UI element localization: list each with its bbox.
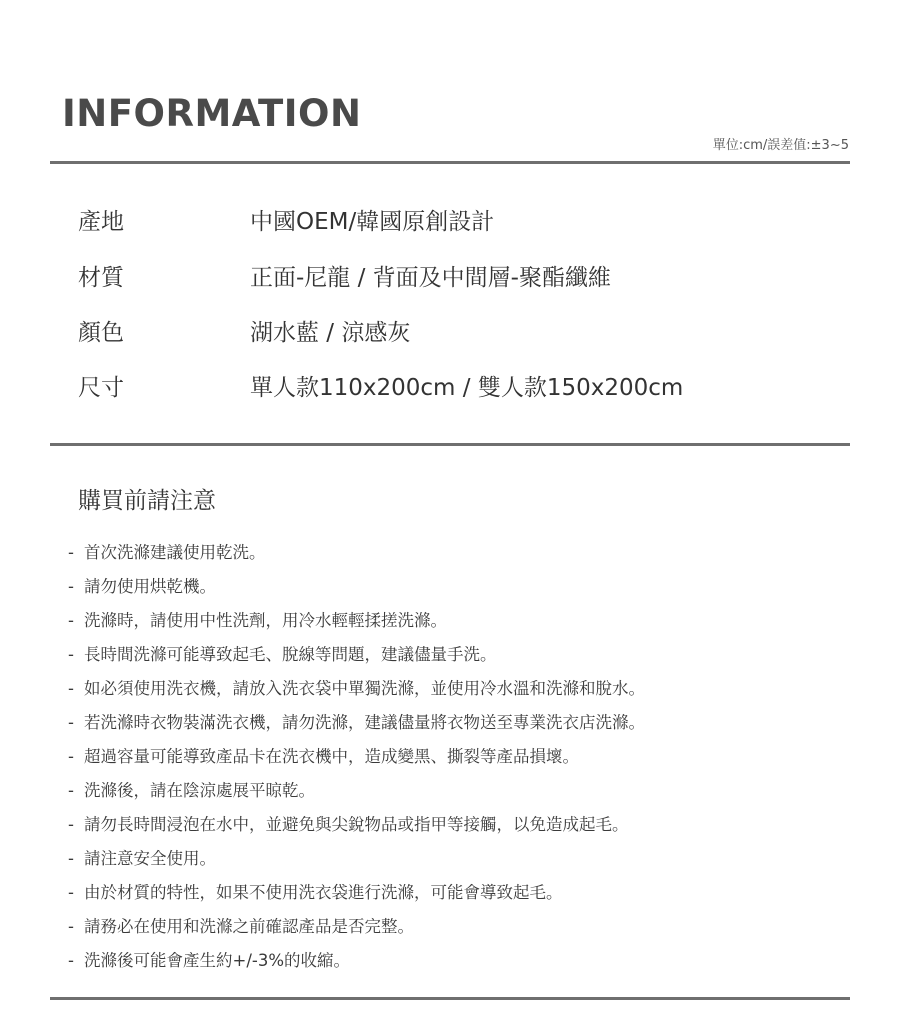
spec-value: 正面-尼龍 / 背面及中間層-聚酯纖維 xyxy=(250,265,611,291)
bullet-dash: - xyxy=(68,781,74,800)
list-item-text: 如必須使用洗衣機，請放入洗衣袋中單獨洗滌，並使用冷水溫和洗滌和脫水。 xyxy=(84,679,645,698)
bullet-dash: - xyxy=(68,951,74,970)
list-item xyxy=(68,876,645,910)
list-item xyxy=(68,706,645,740)
list-item xyxy=(68,536,645,570)
unit-note: 單位:cm/誤差值:±3~5 xyxy=(712,138,849,153)
bullet-dash: - xyxy=(68,747,74,766)
spec-label: 尺寸 xyxy=(78,375,124,401)
list-item-text: 洗滌後可能會產生約+/-3%的收縮。 xyxy=(84,951,351,970)
list-item xyxy=(68,842,645,876)
list-item-text: 首次洗滌建議使用乾洗。 xyxy=(84,543,266,562)
bullet-dash: - xyxy=(68,883,74,902)
list-item-text: 長時間洗滌可能導致起毛、脫線等問題，建議儘量手洗。 xyxy=(84,645,497,664)
spec-label: 顏色 xyxy=(78,320,124,346)
list-item-text: 由於材質的特性，如果不使用洗衣袋進行洗滌，可能會導致起毛。 xyxy=(84,883,563,902)
spec-row-color xyxy=(78,316,838,350)
bullet-dash: - xyxy=(68,645,74,664)
page-title: INFORMATION xyxy=(62,92,362,135)
list-item xyxy=(68,740,645,774)
bullet-dash: - xyxy=(68,577,74,596)
list-item xyxy=(68,910,645,944)
spec-value: 單人款110x200cm / 雙人款150x200cm xyxy=(250,375,684,401)
spec-row-size xyxy=(78,371,838,405)
list-item xyxy=(68,774,645,808)
bullet-dash: - xyxy=(68,543,74,562)
spec-value: 湖水藍 / 涼感灰 xyxy=(250,320,411,346)
notice-list xyxy=(68,536,645,978)
list-item xyxy=(68,570,645,604)
list-item-text: 超過容量可能導致產品卡在洗衣機中，造成變黑、撕裂等產品損壞。 xyxy=(84,747,579,766)
divider-middle xyxy=(50,443,850,446)
bullet-dash: - xyxy=(68,815,74,834)
list-item-text: 洗滌時，請使用中性洗劑，用冷水輕輕揉搓洗滌。 xyxy=(84,611,447,630)
spec-label: 產地 xyxy=(78,209,124,235)
list-item xyxy=(68,808,645,842)
spec-label: 材質 xyxy=(78,265,124,291)
list-item-text: 洗滌後，請在陰涼處展平晾乾。 xyxy=(84,781,315,800)
bullet-dash: - xyxy=(68,917,74,936)
divider-bottom xyxy=(50,997,850,1000)
list-item-text: 請勿長時間浸泡在水中，並避免與尖銳物品或指甲等接觸，以免造成起毛。 xyxy=(84,815,629,834)
notice-title: 購買前請注意 xyxy=(78,488,216,514)
list-item xyxy=(68,604,645,638)
spec-row-origin xyxy=(78,205,838,239)
list-item-text: 請勿使用烘乾機。 xyxy=(84,577,216,596)
list-item-text: 請注意安全使用。 xyxy=(84,849,216,868)
bullet-dash: - xyxy=(68,713,74,732)
divider-top xyxy=(50,161,850,164)
list-item-text: 請務必在使用和洗滌之前確認產品是否完整。 xyxy=(84,917,414,936)
list-item xyxy=(68,944,645,978)
bullet-dash: - xyxy=(68,849,74,868)
list-item-text: 若洗滌時衣物裝滿洗衣機，請勿洗滌，建議儘量將衣物送至專業洗衣店洗滌。 xyxy=(84,713,645,732)
list-item xyxy=(68,638,645,672)
spec-row-material xyxy=(78,261,838,295)
list-item xyxy=(68,672,645,706)
spec-value: 中國OEM/韓國原創設計 xyxy=(250,209,495,235)
bullet-dash: - xyxy=(68,611,74,630)
bullet-dash: - xyxy=(68,679,74,698)
